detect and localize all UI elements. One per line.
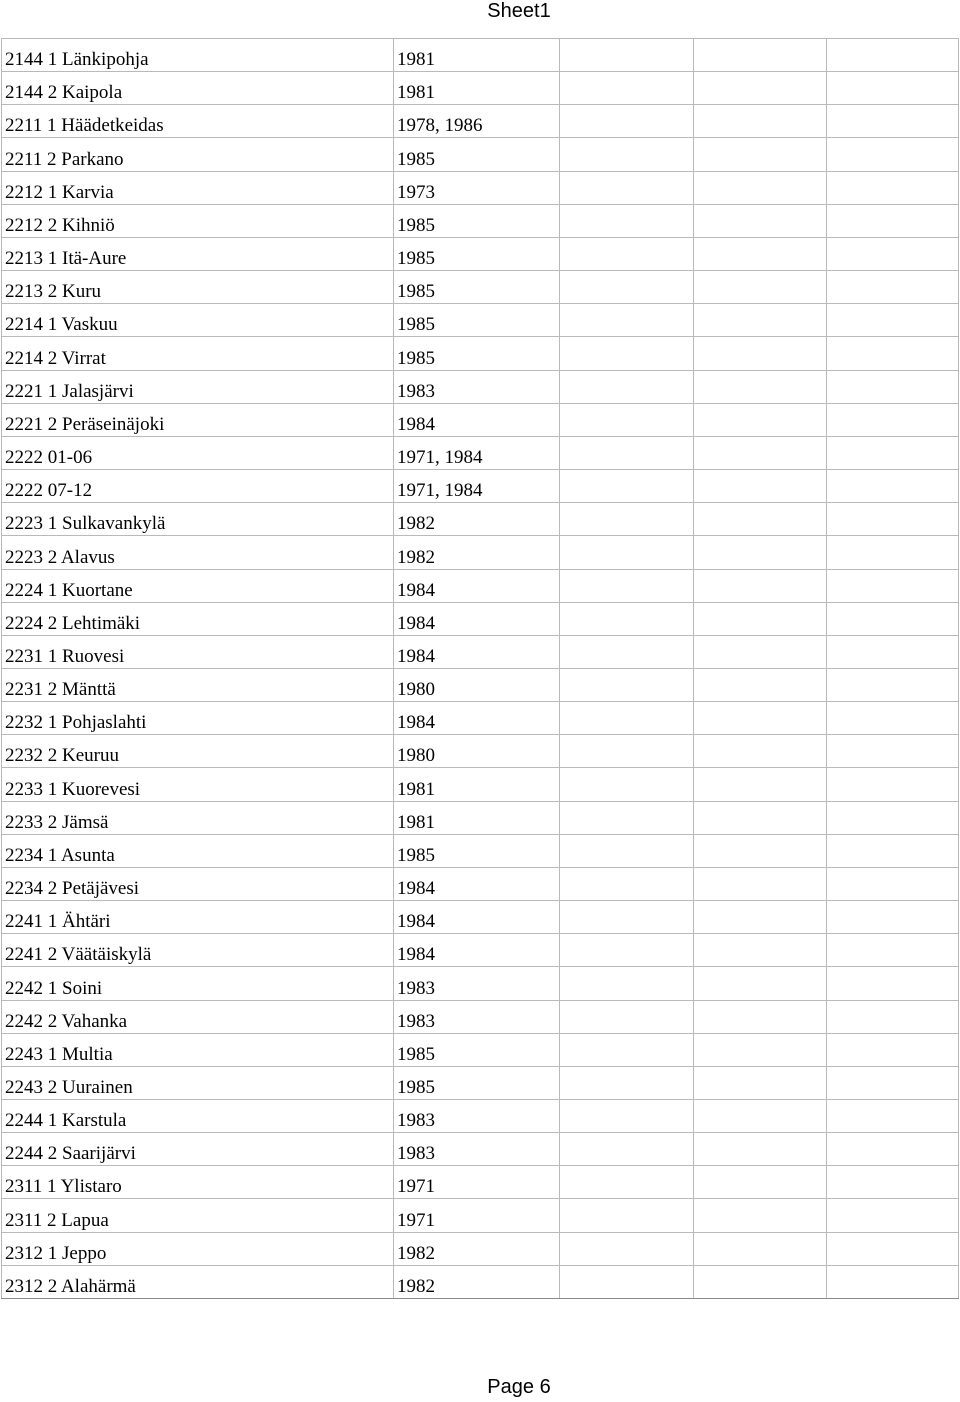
empty-cell [694,1133,827,1166]
empty-cell [827,304,959,337]
table-row [2,72,959,105]
empty-cell [560,304,694,337]
empty-cell [694,436,827,469]
empty-cell [694,702,827,735]
empty-cell [694,635,827,668]
cell-name: 2222 07-12 [2,470,394,503]
table-row [2,1166,959,1199]
empty-cell [827,503,959,536]
data-table [1,38,959,1299]
cell-name: 2234 1 Asunta [2,834,394,867]
empty-cell [560,39,694,72]
cell-year: 1984 [394,403,560,436]
empty-cell [560,867,694,900]
empty-cell [560,204,694,237]
empty-cell [694,735,827,768]
cell-name: 2213 1 Itä-Aure [2,237,394,270]
cell-year: 1985 [394,337,560,370]
empty-cell [694,668,827,701]
empty-cell [827,768,959,801]
cell-name: 2214 1 Vaskuu [2,304,394,337]
table-row [2,735,959,768]
empty-cell [827,237,959,270]
cell-year: 1984 [394,702,560,735]
empty-cell [694,867,827,900]
empty-cell [694,304,827,337]
cell-name: 2241 1 Ähtäri [2,901,394,934]
cell-year: 1982 [394,1265,560,1298]
empty-cell [694,503,827,536]
empty-cell [560,1265,694,1298]
empty-cell [827,204,959,237]
empty-cell [827,668,959,701]
cell-year: 1981 [394,801,560,834]
cell-year: 1982 [394,503,560,536]
table-row [2,1232,959,1265]
table-row [2,635,959,668]
cell-name: 2244 2 Saarijärvi [2,1133,394,1166]
cell-name: 2144 1 Länkipohja [2,39,394,72]
cell-name: 2223 2 Alavus [2,536,394,569]
cell-name: 2224 2 Lehtimäki [2,602,394,635]
empty-cell [560,470,694,503]
empty-cell [694,768,827,801]
cell-name: 2233 1 Kuorevesi [2,768,394,801]
table-row [2,1033,959,1066]
empty-cell [827,337,959,370]
empty-cell [827,1232,959,1265]
cell-year: 1981 [394,72,560,105]
cell-name: 2222 01-06 [2,436,394,469]
sheet-title: Sheet1 [487,0,551,22]
cell-year: 1971, 1984 [394,470,560,503]
empty-cell [560,1033,694,1066]
table-row [2,1100,959,1133]
empty-cell [560,834,694,867]
cell-year: 1983 [394,967,560,1000]
empty-cell [694,271,827,304]
empty-cell [560,668,694,701]
cell-name: 2311 2 Lapua [2,1199,394,1232]
empty-cell [560,735,694,768]
cell-year: 1981 [394,768,560,801]
empty-cell [694,934,827,967]
empty-cell [694,171,827,204]
cell-name: 2234 2 Petäjävesi [2,867,394,900]
cell-year: 1984 [394,867,560,900]
cell-name: 2241 2 Väätäiskylä [2,934,394,967]
cell-year: 1984 [394,934,560,967]
empty-cell [560,105,694,138]
empty-cell [827,370,959,403]
empty-cell [694,1000,827,1033]
empty-cell [560,768,694,801]
empty-cell [694,105,827,138]
empty-cell [560,1232,694,1265]
cell-name: 2211 1 Häädetkeidas [2,105,394,138]
empty-cell [560,901,694,934]
cell-year: 1981 [394,39,560,72]
cell-name: 2312 2 Alahärmä [2,1265,394,1298]
empty-cell [694,1066,827,1099]
empty-cell [560,1066,694,1099]
cell-year: 1985 [394,271,560,304]
empty-cell [560,271,694,304]
empty-cell [560,138,694,171]
table-row [2,1000,959,1033]
table-row [2,503,959,536]
empty-cell [827,138,959,171]
empty-cell [827,1166,959,1199]
empty-cell [560,635,694,668]
empty-cell [560,1199,694,1232]
empty-cell [827,403,959,436]
empty-cell [560,569,694,602]
empty-cell [694,370,827,403]
empty-cell [694,1033,827,1066]
cell-year: 1984 [394,602,560,635]
empty-cell [827,735,959,768]
cell-year: 1971 [394,1199,560,1232]
cell-year: 1983 [394,1000,560,1033]
cell-name: 2232 2 Keuruu [2,735,394,768]
table-row [2,138,959,171]
empty-cell [694,204,827,237]
empty-cell [694,1199,827,1232]
table-row [2,768,959,801]
cell-name: 2213 2 Kuru [2,271,394,304]
table-row [2,204,959,237]
empty-cell [560,337,694,370]
empty-cell [694,403,827,436]
table-row [2,1199,959,1232]
empty-cell [560,934,694,967]
cell-name: 2312 1 Jeppo [2,1232,394,1265]
empty-cell [827,1199,959,1232]
empty-cell [827,967,959,1000]
cell-name: 2243 2 Uurainen [2,1066,394,1099]
empty-cell [827,171,959,204]
empty-cell [827,105,959,138]
empty-cell [827,569,959,602]
empty-cell [694,1100,827,1133]
empty-cell [827,1133,959,1166]
table-row [2,1265,959,1298]
empty-cell [560,436,694,469]
table-row [2,1133,959,1166]
empty-cell [827,39,959,72]
table-row [2,403,959,436]
table-row [2,668,959,701]
empty-cell [560,1166,694,1199]
empty-cell [827,867,959,900]
empty-cell [694,72,827,105]
empty-cell [827,536,959,569]
cell-name: 2242 2 Vahanka [2,1000,394,1033]
empty-cell [827,1066,959,1099]
cell-year: 1982 [394,536,560,569]
cell-name: 2243 1 Multia [2,1033,394,1066]
empty-cell [827,901,959,934]
table-row [2,370,959,403]
empty-cell [694,39,827,72]
table-row [2,801,959,834]
cell-name: 2242 1 Soini [2,967,394,1000]
cell-name: 2212 1 Karvia [2,171,394,204]
empty-cell [694,1166,827,1199]
table-row [2,536,959,569]
empty-cell [827,602,959,635]
table-row [2,436,959,469]
table-row [2,171,959,204]
empty-cell [827,1265,959,1298]
table-row [2,39,959,72]
cell-year: 1982 [394,1232,560,1265]
table-row [2,967,959,1000]
empty-cell [827,834,959,867]
table-row [2,1066,959,1099]
table-row [2,271,959,304]
empty-cell [827,934,959,967]
empty-cell [560,1100,694,1133]
cell-year: 1984 [394,635,560,668]
cell-name: 2223 1 Sulkavankylä [2,503,394,536]
cell-year: 1971 [394,1166,560,1199]
cell-name: 2221 2 Peräseinäjoki [2,403,394,436]
empty-cell [694,470,827,503]
empty-cell [827,635,959,668]
empty-cell [827,470,959,503]
cell-name: 2231 2 Mänttä [2,668,394,701]
empty-cell [694,834,827,867]
empty-cell [827,702,959,735]
empty-cell [560,536,694,569]
empty-cell [827,271,959,304]
cell-name: 2231 1 Ruovesi [2,635,394,668]
cell-name: 2144 2 Kaipola [2,72,394,105]
table-row [2,569,959,602]
table-row [2,337,959,370]
cell-year: 1985 [394,1033,560,1066]
cell-name: 2212 2 Kihniö [2,204,394,237]
empty-cell [694,337,827,370]
cell-year: 1985 [394,834,560,867]
empty-cell [694,237,827,270]
cell-year: 1985 [394,138,560,171]
empty-cell [694,569,827,602]
cell-year: 1984 [394,569,560,602]
cell-name: 2311 1 Ylistaro [2,1166,394,1199]
empty-cell [560,702,694,735]
cell-year: 1983 [394,370,560,403]
cell-name: 2214 2 Virrat [2,337,394,370]
empty-cell [560,171,694,204]
empty-cell [560,72,694,105]
empty-cell [694,138,827,171]
empty-cell [560,370,694,403]
empty-cell [560,967,694,1000]
empty-cell [560,237,694,270]
table-row [2,834,959,867]
empty-cell [694,801,827,834]
empty-cell [694,901,827,934]
table-row [2,105,959,138]
empty-cell [694,1265,827,1298]
empty-cell [560,1133,694,1166]
empty-cell [694,602,827,635]
table-body [2,39,959,1299]
empty-cell [694,536,827,569]
cell-year: 1983 [394,1133,560,1166]
empty-cell [827,1000,959,1033]
cell-year: 1983 [394,1100,560,1133]
cell-year: 1985 [394,1066,560,1099]
cell-year: 1985 [394,304,560,337]
cell-year: 1971, 1984 [394,436,560,469]
cell-name: 2211 2 Parkano [2,138,394,171]
table-row [2,237,959,270]
empty-cell [827,801,959,834]
table-row [2,867,959,900]
empty-cell [827,1100,959,1133]
table-row [2,934,959,967]
table-row [2,901,959,934]
empty-cell [560,503,694,536]
cell-year: 1985 [394,237,560,270]
table-row [2,702,959,735]
cell-name: 2221 1 Jalasjärvi [2,370,394,403]
cell-year: 1980 [394,735,560,768]
cell-year: 1984 [394,901,560,934]
cell-year: 1978, 1986 [394,105,560,138]
empty-cell [694,967,827,1000]
empty-cell [827,1033,959,1066]
empty-cell [827,436,959,469]
empty-cell [560,403,694,436]
cell-year: 1973 [394,171,560,204]
cell-year: 1980 [394,668,560,701]
table-row [2,602,959,635]
table-row [2,304,959,337]
empty-cell [560,801,694,834]
page-number: Page 6 [487,1376,551,1398]
empty-cell [827,72,959,105]
empty-cell [694,1232,827,1265]
cell-name: 2233 2 Jämsä [2,801,394,834]
cell-name: 2244 1 Karstula [2,1100,394,1133]
cell-year: 1985 [394,204,560,237]
table-row [2,470,959,503]
empty-cell [560,602,694,635]
cell-name: 2224 1 Kuortane [2,569,394,602]
cell-name: 2232 1 Pohjaslahti [2,702,394,735]
empty-cell [560,1000,694,1033]
